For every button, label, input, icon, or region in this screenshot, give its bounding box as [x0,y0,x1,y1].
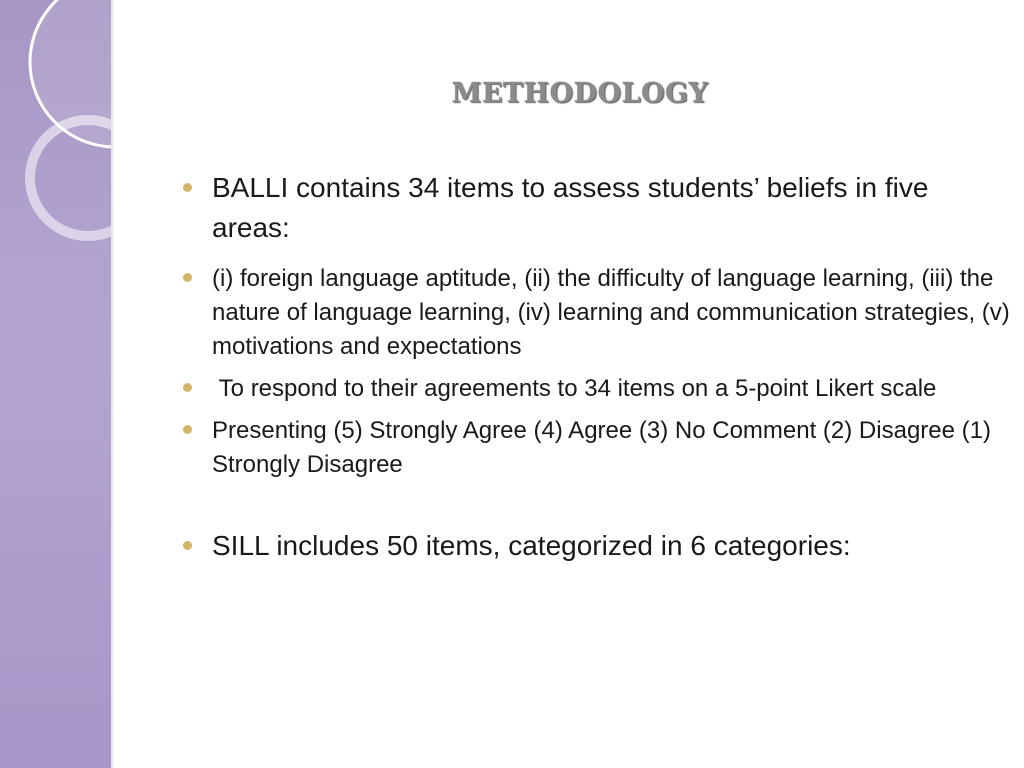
bullet-item [180,168,932,248]
bullet-item [180,526,852,566]
bullet-item [180,262,1010,364]
bullet-dot-icon [183,541,192,550]
slide-title: METHODOLOGY [451,78,709,109]
decorative-side-band [0,0,113,768]
bullet-dot-icon [183,183,192,192]
bullet-text: SILL includes 50 items, categorized in 6 categories: [212,530,851,561]
bullet-dot-icon [183,273,192,282]
bullet-item [180,372,1010,406]
bullet-list [180,168,1010,566]
bullet-text: BALLI contains 34 items to assess students’ beliefs in five areas: [212,172,929,243]
decorative-circles [0,0,113,768]
bullet-text: Presenting (5) Strongly Agree (4) Agree (3) No Comment (2) Disagree (1) Strongly Disagree [212,417,991,478]
bullet-dot-icon [183,425,192,434]
bullet-dot-icon [183,383,192,392]
bullet-text: To respond to their agreements to 34 items on a 5-point Likert scale [212,375,937,402]
bullet-item [180,414,1010,482]
bullet-text: (i) foreign language aptitude, (ii) the difficulty of language learning, (iii) the nature of language learning, (iv) learning and communication strategies, (v) motivations and expectations [212,265,1010,360]
side-band-edge [111,0,114,768]
